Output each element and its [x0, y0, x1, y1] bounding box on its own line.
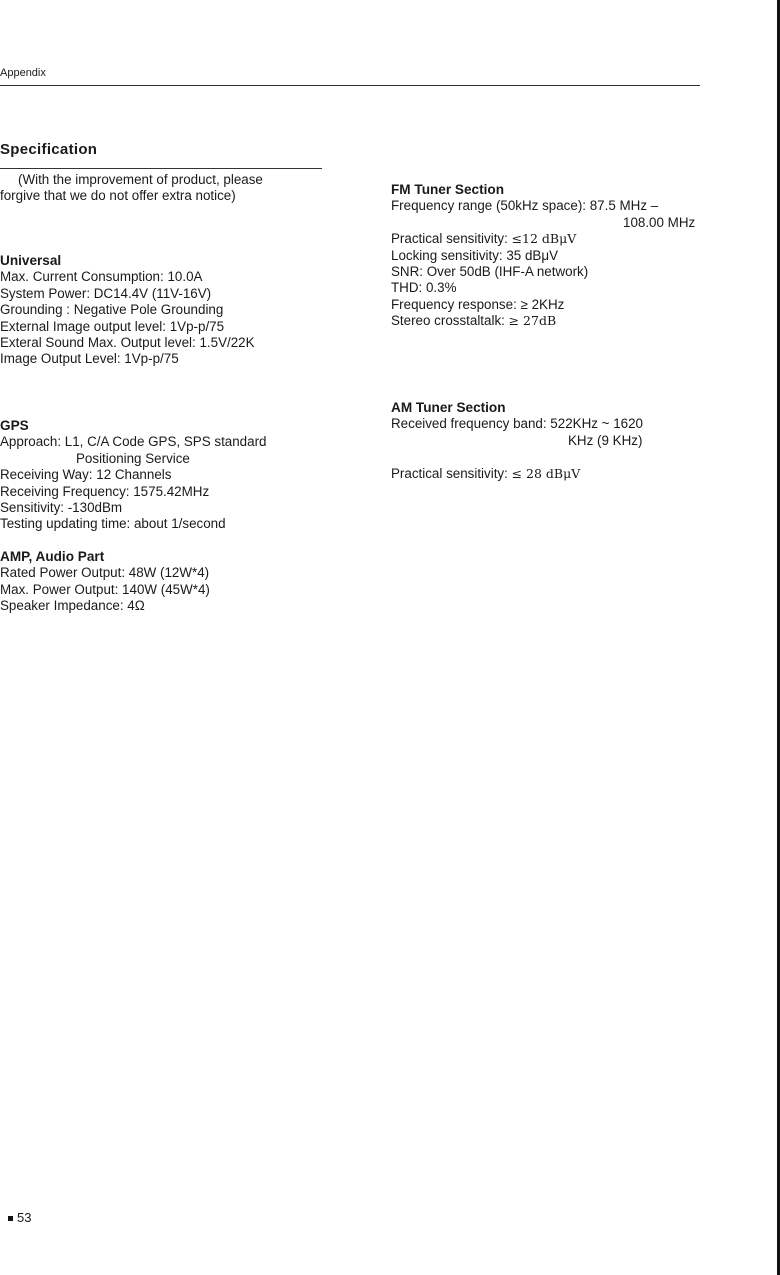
- spec-line: Max. Current Consumption: 10.0A: [0, 269, 203, 285]
- fm-tuner-section: [391, 182, 695, 330]
- spec-line: Sensitivity: -130dBm: [0, 499, 123, 515]
- amp-section: [0, 549, 210, 615]
- section-heading: AM Tuner Section: [391, 400, 506, 415]
- spec-line: Frequency response: ≥ 2KHz: [391, 296, 565, 312]
- spec-line: [391, 313, 695, 329]
- spec-line: Image Output Level: 1Vp-p/75: [0, 351, 179, 367]
- spec-line: [391, 231, 695, 247]
- page-number-text: 53: [17, 1210, 32, 1225]
- spec-line: KHz (9 KHz): [568, 432, 643, 448]
- spec-line: Speaker Impedance: 4Ω: [0, 598, 145, 614]
- section-heading: GPS: [0, 418, 29, 433]
- spec-label: Practical sensitivity:: [391, 465, 512, 481]
- spec-line: Testing updating time: about 1/second: [0, 516, 226, 532]
- spec-line: [391, 466, 643, 482]
- page-number: [8, 1210, 31, 1225]
- spec-line: Approach: L1, C/A Code GPS, SPS standard: [0, 434, 267, 450]
- title-rule: [0, 168, 322, 169]
- universal-section: [0, 253, 255, 368]
- bullet-square-icon: [8, 1216, 13, 1221]
- spec-value: ≥ 27dB: [508, 313, 557, 329]
- notice-line: forgive that we do not offer extra notice): [0, 188, 236, 204]
- section-heading: FM Tuner Section: [391, 182, 505, 197]
- header-label: Appendix: [0, 67, 46, 79]
- spec-label: Practical sensitivity:: [391, 231, 512, 247]
- spec-line: Frequency range (50kHz space): 87.5 MHz –: [391, 198, 659, 214]
- section-heading: AMP, Audio Part: [0, 549, 105, 564]
- notice-line: (With the improvement of product, please: [18, 172, 263, 187]
- spec-line: THD: 0.3%: [391, 280, 457, 296]
- gps-section: [0, 418, 266, 533]
- spec-line: Exteral Sound Max. Output level: 1.5V/22K: [0, 334, 255, 350]
- spec-line: Grounding : Negative Pole Grounding: [0, 302, 224, 318]
- am-tuner-section: [391, 400, 643, 482]
- spec-line: SNR: Over 50dB (IHF-A network): [391, 263, 589, 279]
- header-rule: [0, 85, 700, 86]
- spec-line: Receiving Way: 12 Channels: [0, 467, 172, 483]
- spec-line: 108.00 MHz: [623, 214, 696, 230]
- spec-label: Stereo crosstaltalk:: [391, 313, 509, 329]
- spec-line: Received frequency band: 522KHz ~ 1620: [391, 416, 643, 432]
- spec-line: Receiving Frequency: 1575.42MHz: [0, 483, 210, 499]
- spec-value: ≤12 dBμV: [511, 231, 577, 247]
- spacer: [391, 449, 643, 465]
- spec-line: Positioning Service: [76, 450, 190, 466]
- notice-block: [0, 172, 263, 205]
- spec-line: Locking sensitivity: 35 dBμV: [391, 247, 558, 263]
- spec-line: Rated Power Output: 48W (12W*4): [0, 565, 210, 581]
- page-title: Specification: [0, 141, 98, 158]
- spec-value: ≤ 28 dBμV: [511, 465, 581, 481]
- spec-line: System Power: DC14.4V (11V-16V): [0, 285, 212, 301]
- section-heading: Universal: [0, 253, 62, 268]
- spec-line: External Image output level: 1Vp-p/75: [0, 318, 225, 334]
- spec-line: Max. Power Output: 140W (45W*4): [0, 581, 210, 597]
